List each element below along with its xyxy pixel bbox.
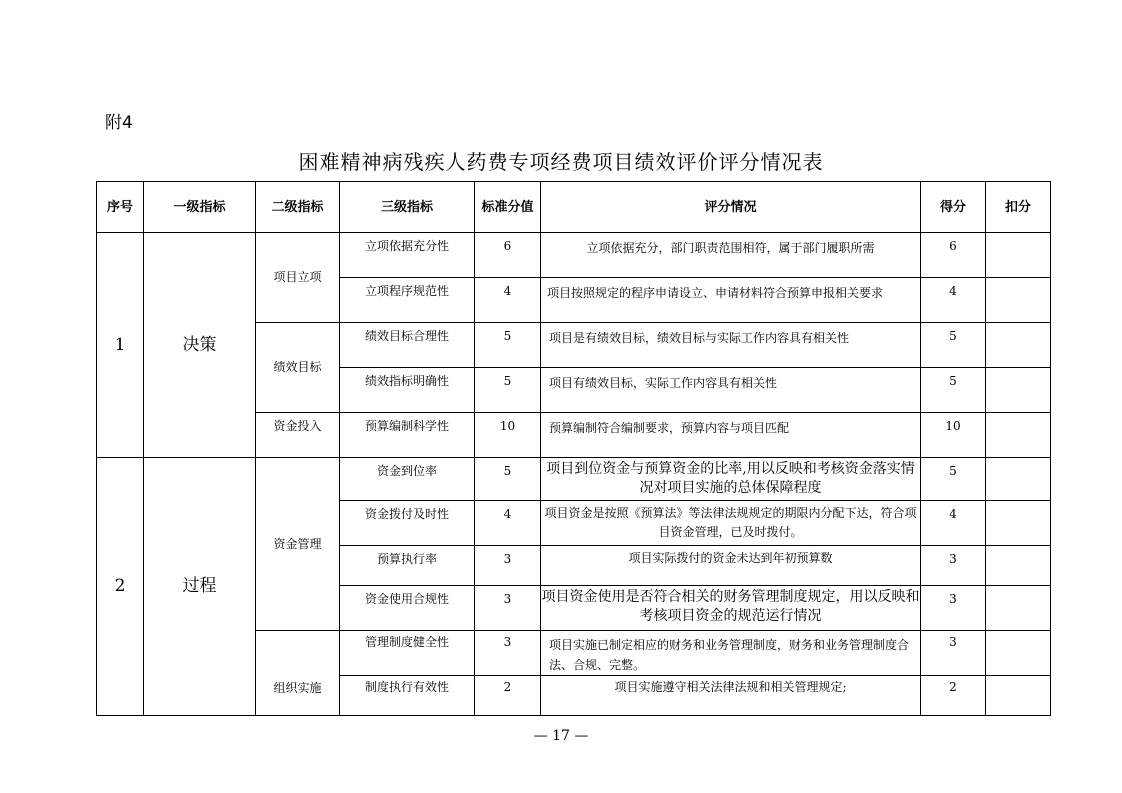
evaluation-cell: 项目是有绩效目标，绩效目标与实际工作内容具有相关性 xyxy=(541,323,921,368)
header-evaluation: 评分情况 xyxy=(541,182,921,233)
score-cell: 5 xyxy=(921,323,986,368)
level2-cell: 资金投入 xyxy=(256,413,340,458)
header-level1: 一级指标 xyxy=(144,182,256,233)
table-row xyxy=(97,458,1051,501)
deduction-cell xyxy=(986,323,1051,368)
header-score: 得分 xyxy=(921,182,986,233)
standard-cell: 3 xyxy=(475,586,541,631)
header-deduction: 扣分 xyxy=(986,182,1051,233)
score-cell: 4 xyxy=(921,278,986,323)
deduction-cell xyxy=(986,586,1051,631)
score-cell: 4 xyxy=(921,501,986,546)
level3-cell: 绩效目标合理性 xyxy=(340,323,475,368)
level3-cell: 管理制度健全性 xyxy=(340,631,475,676)
score-cell: 2 xyxy=(921,676,986,716)
header-level2: 二级指标 xyxy=(256,182,340,233)
standard-cell: 5 xyxy=(475,323,541,368)
score-cell: 10 xyxy=(921,413,986,458)
standard-cell: 3 xyxy=(475,546,541,586)
level2-cell: 绩效目标 xyxy=(256,323,340,413)
deduction-cell xyxy=(986,413,1051,458)
deduction-cell xyxy=(986,233,1051,278)
evaluation-cell: 项目有绩效目标，实际工作内容具有相关性 xyxy=(541,368,921,413)
score-cell: 6 xyxy=(921,233,986,278)
level2-cell: 项目立项 xyxy=(256,233,340,323)
score-cell: 5 xyxy=(921,458,986,501)
deduction-cell xyxy=(986,501,1051,546)
deduction-cell xyxy=(986,676,1051,716)
row-index: 1 xyxy=(97,233,144,458)
evaluation-cell: 项目资金是按照《预算法》等法律法规规定的期限内分配下达，符合项目资金管理，已及时拨付。 xyxy=(541,501,921,546)
evaluation-table xyxy=(96,181,1051,716)
standard-cell: 4 xyxy=(475,501,541,546)
evaluation-cell: 项目资金使用是否符合相关的财务管理制度规定，用以反映和考核项目资金的规范运行情况 xyxy=(541,586,921,631)
score-cell: 3 xyxy=(921,586,986,631)
level1-cell: 过程 xyxy=(144,458,256,716)
table-header-row xyxy=(97,182,1051,233)
level3-cell: 资金使用合规性 xyxy=(340,586,475,631)
page-number: — 17 — xyxy=(533,728,589,744)
level3-cell: 资金拨付及时性 xyxy=(340,501,475,546)
score-cell: 5 xyxy=(921,368,986,413)
deduction-cell xyxy=(986,368,1051,413)
deduction-cell xyxy=(986,631,1051,676)
table-row xyxy=(97,233,1051,278)
standard-cell: 2 xyxy=(475,676,541,716)
level1-cell: 决策 xyxy=(144,233,256,458)
evaluation-cell: 立项依据充分，部门职责范围相符，属于部门履职所需 xyxy=(541,233,921,278)
score-cell: 3 xyxy=(921,631,986,676)
level3-cell: 资金到位率 xyxy=(340,458,475,501)
header-standard: 标准分值 xyxy=(475,182,541,233)
level2-cell: 资金管理 xyxy=(256,458,340,631)
level2-cell: 组织实施 xyxy=(256,631,340,716)
standard-cell: 3 xyxy=(475,631,541,676)
evaluation-cell: 项目实施已制定相应的财务和业务管理制度，财务和业务管理制度合法、合规、完整。 xyxy=(541,631,921,676)
page-title: 困难精神病残疾人药费专项经费项目绩效评价评分情况表 xyxy=(298,150,824,174)
evaluation-cell: 项目实际拨付的资金未达到年初预算数 xyxy=(541,546,921,586)
evaluation-cell: 项目按照规定的程序申请设立、申请材料符合预算申报相关要求 xyxy=(541,278,921,323)
level3-cell: 绩效指标明确性 xyxy=(340,368,475,413)
attachment-label: 附4 xyxy=(105,113,133,133)
evaluation-cell: 预算编制符合编制要求，预算内容与项目匹配 xyxy=(541,413,921,458)
header-index: 序号 xyxy=(97,182,144,233)
level3-cell: 立项依据充分性 xyxy=(340,233,475,278)
standard-cell: 4 xyxy=(475,278,541,323)
standard-cell: 5 xyxy=(475,368,541,413)
header-level3: 三级指标 xyxy=(340,182,475,233)
level3-cell: 预算执行率 xyxy=(340,546,475,586)
deduction-cell xyxy=(986,458,1051,501)
evaluation-cell: 项目到位资金与预算资金的比率,用以反映和考核资金落实情况对项目实施的总体保障程度 xyxy=(541,458,921,501)
level3-cell: 制度执行有效性 xyxy=(340,676,475,716)
level3-cell: 预算编制科学性 xyxy=(340,413,475,458)
deduction-cell xyxy=(986,278,1051,323)
score-cell: 3 xyxy=(921,546,986,586)
level3-cell: 立项程序规范性 xyxy=(340,278,475,323)
standard-cell: 5 xyxy=(475,458,541,501)
standard-cell: 10 xyxy=(475,413,541,458)
row-index: 2 xyxy=(97,458,144,716)
evaluation-cell: 项目实施遵守相关法律法规和相关管理规定; xyxy=(541,676,921,716)
deduction-cell xyxy=(986,546,1051,586)
standard-cell: 6 xyxy=(475,233,541,278)
